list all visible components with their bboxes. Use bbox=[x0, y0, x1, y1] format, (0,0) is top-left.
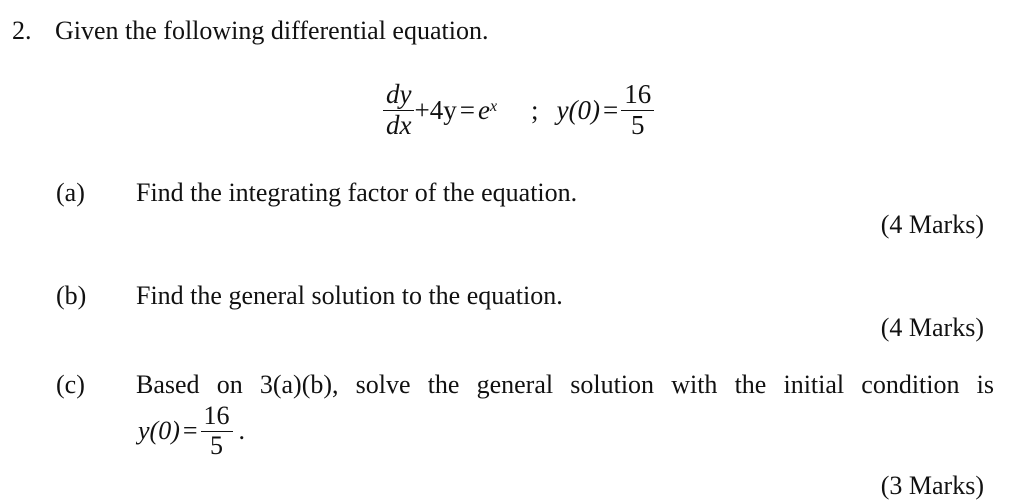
initial-condition-equals: = bbox=[603, 94, 619, 125]
initial-condition-fraction bbox=[621, 80, 654, 140]
initial-condition-lhs: y(0) bbox=[556, 94, 601, 125]
initial-condition-numerator: 16 bbox=[621, 80, 654, 111]
part-b-label: (b) bbox=[56, 281, 87, 310]
part-c-ic-equals: = bbox=[182, 416, 198, 446]
part-c-marks-clip bbox=[864, 471, 984, 500]
derivative-numerator: dy bbox=[383, 80, 414, 111]
part-c-initial-condition bbox=[138, 402, 245, 460]
part-a-label: (a) bbox=[56, 178, 85, 207]
part-c-marks: (3 Marks) bbox=[880, 471, 984, 500]
separator: ; bbox=[531, 94, 539, 125]
part-c-ic-denominator: 5 bbox=[210, 430, 224, 460]
question-intro: Given the following differential equation. bbox=[55, 16, 489, 45]
equals-sign: = bbox=[459, 94, 475, 125]
part-b-marks: (4 Marks) bbox=[880, 313, 984, 342]
derivative-fraction bbox=[383, 80, 414, 140]
part-c-ic-fraction bbox=[201, 402, 233, 460]
derivative-denominator: dx bbox=[386, 109, 412, 140]
initial-condition-denominator: 5 bbox=[631, 109, 645, 140]
part-c-ic-numerator: 16 bbox=[201, 402, 233, 432]
rhs-exponent: x bbox=[489, 98, 498, 116]
plus-term: +4y bbox=[414, 94, 457, 125]
part-c-label: (c) bbox=[56, 370, 85, 399]
differential-equation bbox=[383, 80, 654, 140]
part-a-text: Find the integrating factor of the equation. bbox=[136, 178, 578, 207]
question-number: 2. bbox=[12, 16, 32, 45]
part-a-marks: (4 Marks) bbox=[880, 210, 984, 239]
rhs-base: e bbox=[477, 94, 490, 125]
part-c-ic-lhs: y(0) bbox=[138, 416, 180, 446]
part-c-text: Based on 3(a)(b), solve the general solution with the initial condition is bbox=[136, 370, 994, 399]
part-b-text: Find the general solution to the equation. bbox=[136, 281, 563, 310]
part-c-ic-period: . bbox=[238, 416, 246, 446]
